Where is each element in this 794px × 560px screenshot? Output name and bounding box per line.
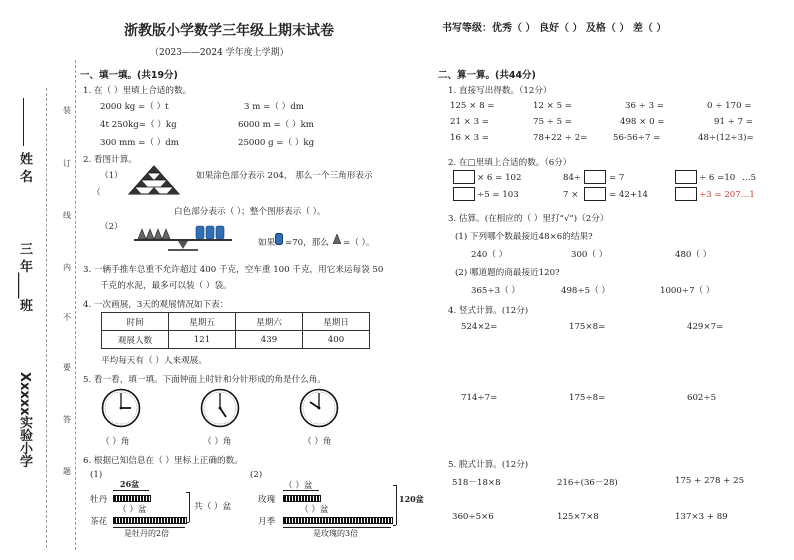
blank-box[interactable] <box>584 187 606 201</box>
mental-item: 16 × 3 = <box>450 133 489 143</box>
table-cell: 121 <box>169 331 236 349</box>
total-bracket <box>396 485 397 525</box>
q6-part2-total: 120盆 <box>399 494 424 504</box>
table-header-cell: 星期五 <box>169 313 236 331</box>
q2-part2-num: （2） <box>100 222 123 232</box>
q6-part1-label-a: 牡丹 <box>90 495 108 505</box>
q5-answer: （ ）角 <box>203 437 232 447</box>
bracket-line <box>283 490 319 491</box>
writing-grade: 书写等级：优秀（ ） 良好（ ） 及格（ ） 差（ ） <box>442 23 667 34</box>
q4-stem: 4. 一次画展，3天的观展情况如下表： <box>83 300 229 310</box>
bar-rose <box>283 495 321 502</box>
triangle-pyramid-icon <box>128 165 180 195</box>
fill-item: 84÷ <box>563 173 582 183</box>
q1-item: 3 m =（ ）dm <box>244 102 304 112</box>
balance-scale-icon <box>128 220 240 252</box>
q2-part1-paren: （ <box>92 188 101 198</box>
mental-item: 12 × 5 = <box>533 101 572 111</box>
vertical-calc-item: 175÷8= <box>569 393 606 403</box>
q3-line1: 3. 一辆手推车总重不允许超过 400 千克，空车重 100 千克，用它来运每袋 50 <box>83 265 384 275</box>
estimate-option[interactable]: 300（ ） <box>571 250 608 260</box>
q2-stem: 2. 看图计算。 <box>83 155 137 165</box>
q6-stem: 6. 根据已知信息在（ ）里标上正确的数。 <box>83 456 243 466</box>
mental-item: 0 ÷ 170 = <box>707 101 752 111</box>
seal-char: 订 <box>63 159 71 168</box>
fill-item: ÷ 6 =10 <box>699 173 736 183</box>
seal-char: 要 <box>63 363 71 372</box>
table-header-cell: 星期日 <box>303 313 370 331</box>
step-calc-item: 518－18×8 <box>452 478 501 488</box>
q2-part1-line2: 白色部分表示（ ）；整个图形表示（ ）。 <box>174 207 326 217</box>
s2q3-stem: 3. 估算。(在相应的（ ）里打“√”)（2分） <box>448 214 609 224</box>
page-subtitle: （2023——2024 学年度上学期） <box>150 48 289 58</box>
q6-part1-top-value: 26盆 <box>120 479 140 489</box>
total-bracket <box>186 492 189 493</box>
blank-box[interactable] <box>453 170 475 184</box>
name-underline <box>23 98 24 146</box>
estimate-option[interactable]: 240（ ） <box>471 250 508 260</box>
q1-item: 300 mm =（ ）dm <box>100 138 179 148</box>
q6-part2-paren: （ ）盆 <box>300 505 329 515</box>
mental-item: 56-56÷7 = <box>613 133 661 143</box>
q6-part1-paren: （ ）盆 <box>118 505 147 515</box>
table-cell: 439 <box>236 331 303 349</box>
fill-item: 7 × <box>563 190 579 200</box>
blank-box[interactable] <box>675 187 697 201</box>
q6-part2-label-b: 月季 <box>258 517 276 527</box>
name-label: 姓 名 <box>17 152 32 183</box>
vertical-calc-item: 175×8= <box>569 322 606 332</box>
step-calc-item: 175 + 278 + 25 <box>675 476 745 486</box>
q6-part2-num: (2) <box>250 470 263 480</box>
s2q5-stem: 5. 脱式计算。(12分) <box>448 460 529 470</box>
cone-icon <box>333 234 341 244</box>
s2q3-sub2: (2) 哪道题的商最接近120? <box>455 268 560 278</box>
q1-item: 2000 kg =（ ）t <box>100 102 169 112</box>
s2q2-stem: 2. 在□里填上合适的数。（6分） <box>448 158 572 168</box>
binding-line-outer <box>46 88 47 548</box>
clock-face-icon <box>299 388 339 428</box>
clock-face-icon <box>200 388 240 428</box>
seal-char: 题 <box>63 467 71 476</box>
q5-answer: （ ）角 <box>101 437 130 447</box>
step-calc-item: 216÷(36－28) <box>557 478 618 488</box>
estimate-option[interactable]: 365÷3（ ） <box>471 286 520 296</box>
blank-box[interactable] <box>453 187 475 201</box>
s2q3-sub1: (1) 下列哪个数最接近48×6的结果? <box>455 232 593 242</box>
q1-item: 4t 250kg=（ ）kg <box>100 120 177 130</box>
table-row <box>102 331 370 349</box>
q1-stem: 1. 在（ ）里填上合适的数。 <box>83 86 192 96</box>
total-bracket <box>186 522 189 523</box>
q1-item: 25000 g =（ ）kg <box>238 138 315 148</box>
table-header-row <box>102 313 370 331</box>
q6-part1-total: 共（ ）盆 <box>194 502 232 512</box>
blank-box[interactable] <box>675 170 697 184</box>
mental-item: 78+22 ÷ 2= <box>533 133 588 143</box>
estimate-option[interactable]: 1000÷7（ ） <box>660 286 715 296</box>
mental-item: 21 × 3 = <box>450 117 489 127</box>
mental-item: 125 × 8 = <box>450 101 495 111</box>
mental-item: 36 ÷ 3 = <box>625 101 664 111</box>
table-header-cell: 时间 <box>102 313 169 331</box>
vertical-calc-item: 524×2= <box>461 322 498 332</box>
mental-item: 91 ÷ 7 = <box>714 117 753 127</box>
q6-part1-label-b: 茶花 <box>90 517 108 527</box>
page-title: 浙教版小学数学三年级上期末试卷 <box>124 23 334 39</box>
q3-line2: 千克的水泥，最多可以装（ ）袋。 <box>100 281 232 291</box>
q1-item: 6000 m =（ ）km <box>238 120 314 130</box>
fill-item: × 6 = 102 <box>477 173 522 183</box>
seal-char: 内 <box>63 263 71 272</box>
s2q4-stem: 4. 竖式计算。(12分) <box>448 306 529 316</box>
q4-tail: 平均每天有（ ）人来观展。 <box>101 356 207 366</box>
seal-char: 装 <box>63 106 71 115</box>
class-label: 三 年____班 <box>17 242 32 312</box>
vertical-calc-item: 602÷5 <box>687 393 717 403</box>
fill-item: = 7 <box>609 173 625 183</box>
q6-part2-label-a: 玫瑰 <box>258 495 276 505</box>
q2-part1-num: （1） <box>100 171 123 181</box>
bracket-line <box>113 490 149 491</box>
step-calc-item: 137×3 + 89 <box>675 512 728 522</box>
table-cell: 400 <box>303 331 370 349</box>
q5-answer: （ ）角 <box>303 437 332 447</box>
total-bracket <box>189 492 190 522</box>
school-label: Xxxxx实验小学 <box>17 372 32 468</box>
seal-char: 不 <box>63 313 71 322</box>
fill-item: = 42+14 <box>609 190 649 200</box>
bar-camellia <box>113 517 187 524</box>
observation-table <box>101 312 370 349</box>
q6-part2-top-paren: （ ）盆 <box>284 481 313 491</box>
estimate-option[interactable]: 480（ ） <box>675 250 712 260</box>
binding-line-inner <box>75 60 76 550</box>
section1-heading: 一、填一填。(共19分) <box>80 70 178 81</box>
fill-item: ÷3 = 207…1 <box>699 190 755 200</box>
q2-part2-text: 如果 <box>258 238 276 248</box>
step-calc-item: 125×7×8 <box>557 512 599 522</box>
step-calc-item: 360÷5×6 <box>452 512 494 522</box>
q2-part2-text2: =70，那么 <box>285 238 329 248</box>
bar-chinese-rose <box>283 517 393 524</box>
seal-char: 线 <box>63 211 71 220</box>
q2-part2-text3: =（ ）。 <box>343 238 375 248</box>
clock-face-icon <box>101 388 141 428</box>
bar-peony <box>113 495 151 502</box>
q5-stem: 5. 看一看，填一填。下面钟面上时针和分针形成的角是什么角。 <box>83 375 326 385</box>
mental-item: 48÷(12÷3)= <box>698 133 754 143</box>
mental-item: 75 ÷ 5 = <box>533 117 572 127</box>
cylinder-icon <box>275 233 283 245</box>
fill-item: ÷5 = 103 <box>477 190 519 200</box>
seal-char: 答 <box>63 415 71 424</box>
mental-item: 498 × 0 = <box>620 117 665 127</box>
q6-part1-note: 是牡丹的2倍 <box>124 529 170 538</box>
vertical-calc-item: 714÷7= <box>461 393 498 403</box>
fill-item: …5 <box>742 173 757 183</box>
q2-part1-text: 如果涂色部分表示 204， 那么一个三角形表示 <box>196 171 373 181</box>
section2-heading: 二、算一算。(共44分) <box>438 70 536 81</box>
vertical-calc-item: 429×7= <box>687 322 724 332</box>
total-bracket <box>393 525 396 526</box>
table-cell: 观展人数 <box>102 331 169 349</box>
estimate-option[interactable]: 498÷5（ ） <box>561 286 610 296</box>
table-header-cell: 星期六 <box>236 313 303 331</box>
q6-part1-num: (1) <box>90 470 103 480</box>
total-bracket <box>393 485 396 486</box>
q6-part2-note: 是玫瑰的3倍 <box>313 529 359 538</box>
s2q1-stem: 1. 直接写出得数。（12分） <box>448 86 552 96</box>
blank-box[interactable] <box>584 170 606 184</box>
